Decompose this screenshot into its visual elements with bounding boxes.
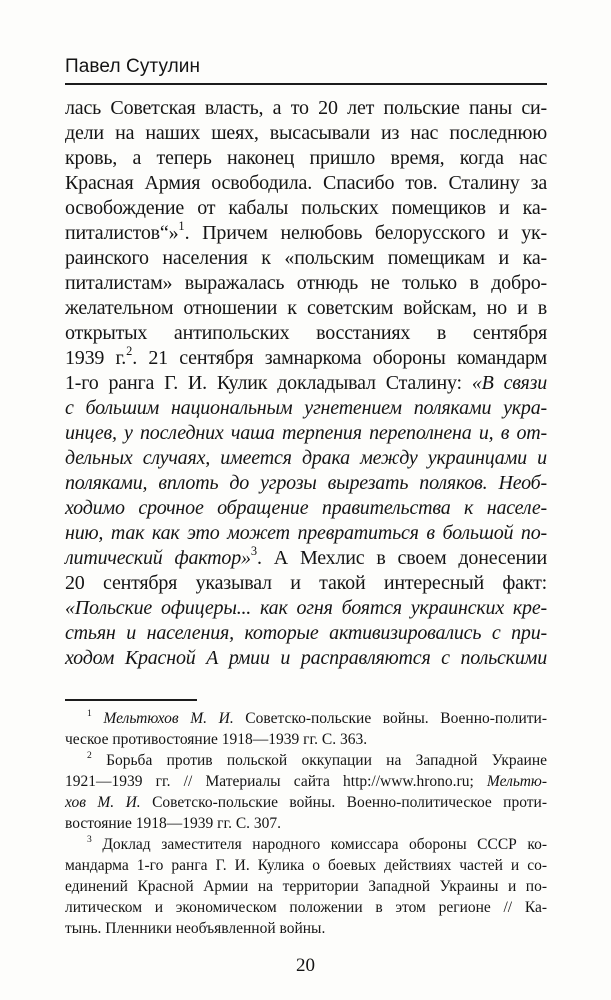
text-segment: . Причем нелюбовь белорусского и ук-	[184, 222, 547, 244]
body-line	[65, 621, 547, 646]
text-segment: Красная Армия освободила. Спасибо тов. Сталину за	[65, 172, 547, 194]
text-segment: инцев, у последних чаша терпения переполнена и, в от-	[65, 422, 547, 444]
footnote-marker: 2	[87, 749, 92, 761]
text-segment: освобождение от кабалы польских помещиков и ка-	[65, 197, 547, 219]
page-number: 20	[296, 955, 315, 976]
text-segment: Мельтю-	[486, 773, 547, 790]
body-line	[65, 96, 547, 121]
running-header-author: Павел Сутулин	[65, 56, 201, 77]
text-segment: с большим национальным угнетением поляками укра-	[65, 397, 547, 419]
footnote-separator	[65, 699, 197, 701]
text-segment: мандарма 1-го ранга Г. И. Кулика о боевых действиях частей и со-	[65, 857, 547, 874]
text-segment: Советско-польские войны. Военно-политическое проти-	[140, 794, 547, 811]
footnote-line	[65, 750, 547, 771]
text-segment: 1939 г.	[65, 347, 127, 369]
text-segment: . А Мехлис в своем донесении	[257, 547, 547, 569]
text-segment: 1-го ранга Г. И. Кулик докладывал Сталину:	[65, 372, 472, 394]
body-line	[65, 546, 547, 571]
body-line	[65, 496, 547, 521]
footnote-marker: 2	[126, 344, 133, 359]
body-line	[65, 571, 547, 596]
text-segment: 1921—1939 гг. // Материалы сайта http://www.hrono.ru;	[65, 773, 487, 790]
footnote-line	[65, 897, 547, 918]
footnote-line	[65, 855, 547, 876]
text-segment: Советско-польские войны. Военно-полити-	[233, 710, 547, 727]
text-segment: ходом Красной А рмии и расправляются с польскими	[65, 647, 547, 669]
text-segment: тынь. Пленники необъявленной войны.	[65, 920, 326, 937]
footnote-line	[65, 834, 547, 855]
body-line	[65, 171, 547, 196]
footnotes	[65, 708, 547, 939]
text-segment: стьян и населения, которые активизировались с при-	[65, 622, 547, 644]
text-segment: открытых антипольских восстаниях в сентября	[65, 322, 547, 344]
footnote-line	[65, 876, 547, 897]
text-segment: Мельтюхов М. И.	[91, 710, 234, 727]
text-segment: кровь, а теперь наконец пришло время, когда нас	[65, 147, 547, 169]
body-text	[65, 96, 547, 671]
running-header	[65, 56, 547, 85]
footnote-line	[65, 792, 547, 813]
text-segment: Доклад заместителя народного комиссара обороны СССР ко-	[91, 836, 547, 853]
text-segment: «Польские офицеры... как огня боятся украинских кре-	[65, 597, 547, 619]
text-segment: . 21 сентября замнаркома обороны командарм	[132, 347, 547, 369]
header-rule	[65, 83, 547, 85]
text-segment: лась Советская власть, а то 20 лет польские паны си-	[65, 97, 547, 119]
body-line	[65, 221, 547, 246]
body-line	[65, 271, 547, 296]
body-line	[65, 121, 547, 146]
text-segment: желательном отношении к советским войскам, но и в	[65, 297, 547, 319]
body-line	[65, 396, 547, 421]
footnote-marker: 1	[87, 707, 92, 719]
footnote-line	[65, 813, 547, 834]
text-segment: питалистов“»	[65, 222, 179, 244]
text-segment: хов М. И.	[65, 794, 141, 811]
footnote-marker: 1	[178, 219, 185, 234]
body-line	[65, 246, 547, 271]
text-segment: ческое противостояние 1918—1939 гг. С. 363.	[65, 731, 368, 748]
body-line	[65, 521, 547, 546]
text-segment: нию, так как это может превратиться в большой по-	[65, 522, 547, 544]
text-segment: питалистам» выражалась отнюдь не только в добро-	[65, 272, 547, 294]
body-line	[65, 146, 547, 171]
text-segment: ходимо срочное обращение правительства к населе-	[65, 497, 547, 519]
body-line	[65, 196, 547, 221]
text-segment: единений Красной Армии на территории Западной Украины и по-	[65, 878, 547, 895]
body-line	[65, 471, 547, 496]
body-line	[65, 296, 547, 321]
footnote-line	[65, 771, 547, 792]
footnote-line	[65, 708, 547, 729]
text-segment: 20 сентября указывал и такой интересный факт:	[65, 572, 547, 594]
text-segment: литический фактор»	[65, 547, 251, 569]
footnote-line	[65, 729, 547, 750]
body-line	[65, 596, 547, 621]
text-segment: «В связи	[471, 372, 548, 394]
body-line	[65, 371, 547, 396]
text-segment: дельных случаях, имеется драка между украинцами и	[65, 447, 547, 469]
text-segment: востояние 1918—1939 гг. С. 307.	[65, 815, 282, 832]
footnote-line	[65, 918, 547, 939]
text-segment: Борьба против польской оккупации на Западной Украине	[91, 752, 547, 769]
body-line	[65, 321, 547, 346]
text-segment: раинского населения к «польским помещикам и ка-	[65, 247, 547, 269]
text-segment: поляками, вплоть до угрозы вырезать поляков. Необ-	[65, 472, 547, 494]
body-line	[65, 646, 547, 671]
body-line	[65, 421, 547, 446]
text-segment: литическом и экономическом положении в этом регионе // Ка-	[65, 899, 547, 916]
body-line	[65, 346, 547, 371]
footnote-marker: 3	[250, 544, 258, 559]
body-line	[65, 446, 547, 471]
footnote-marker: 3	[87, 833, 92, 845]
text-segment: дели на наших шеях, высасывали из нас последнюю	[65, 122, 547, 144]
